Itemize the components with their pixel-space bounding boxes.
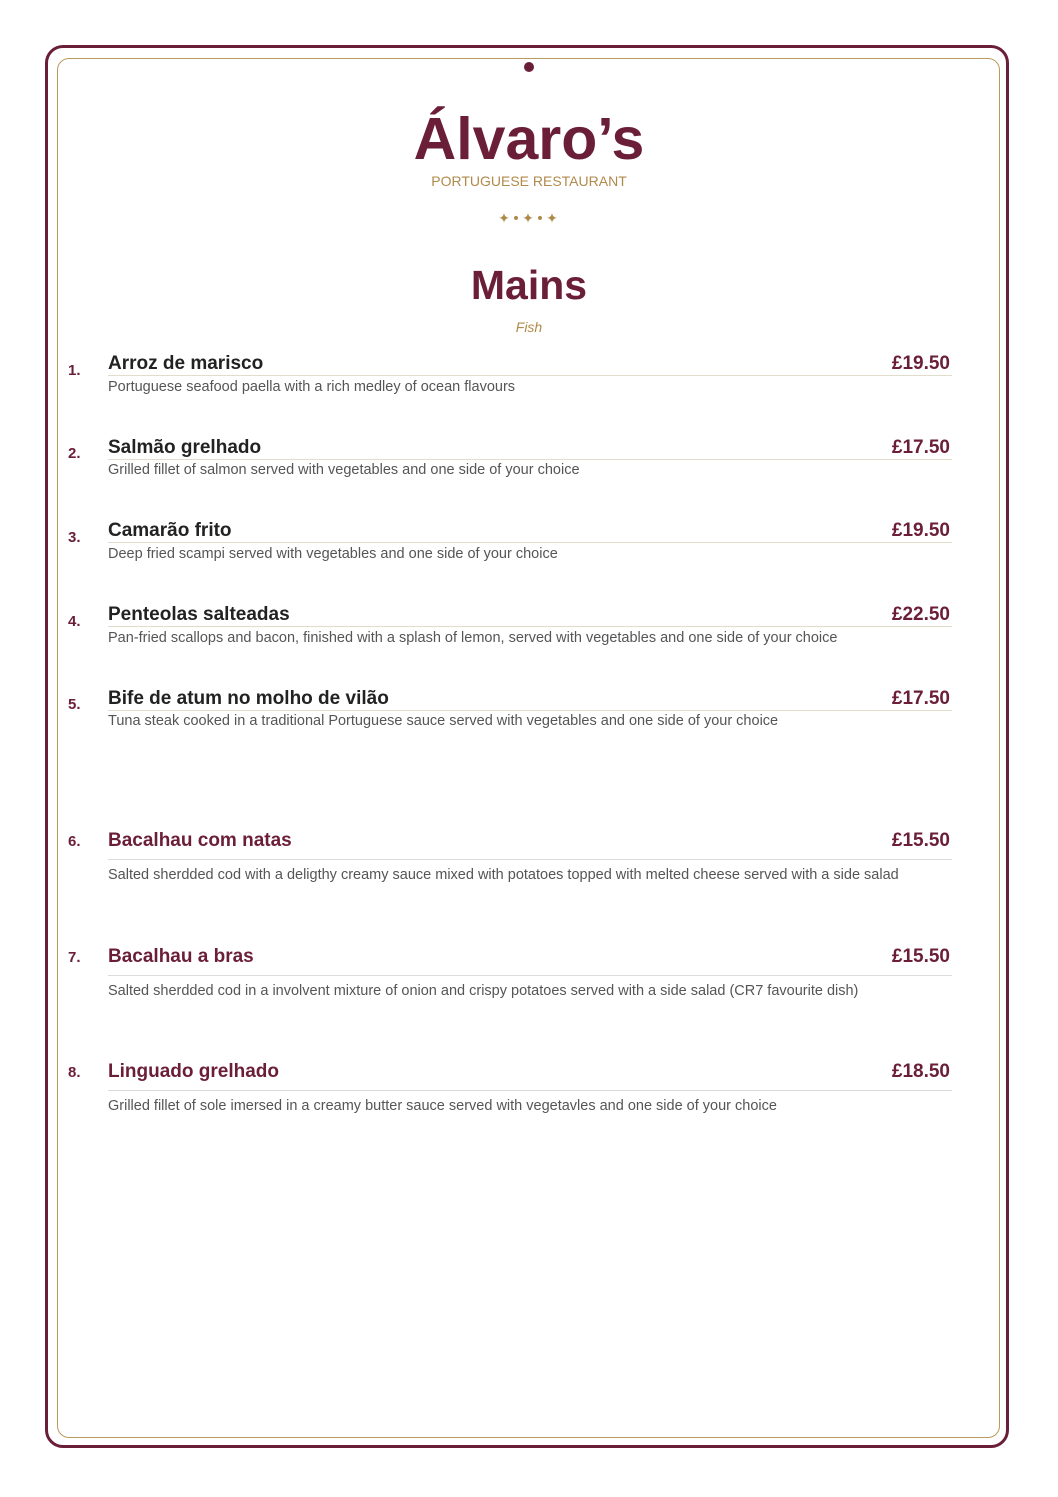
item-description: Deep fried scampi served with vegetables and one side of your choice [108, 546, 558, 562]
item-name: Bacalhau com natas [108, 830, 292, 851]
item-number: 6. [68, 833, 81, 850]
item-description: Grilled fillet of sole imersed in a creamy butter sauce served with vegetavles and one side of your choice [108, 1098, 777, 1114]
item-number: 1. [68, 362, 81, 379]
item-divider [108, 542, 952, 543]
item-description: Pan-fried scallops and bacon, finished with a splash of lemon, served with vegetables and one side of your choice [108, 630, 838, 646]
item-number: 7. [68, 949, 81, 966]
item-divider [108, 375, 952, 376]
item-price: £17.50 [891, 688, 950, 709]
item-number: 2. [68, 445, 81, 462]
section-title: Mains [470, 262, 588, 308]
item-description: Portuguese seafood paella with a rich medley of ocean flavours [108, 379, 516, 395]
ornament-divider: ✦•✦•✦ [498, 211, 560, 227]
item-price: £22.50 [891, 604, 950, 625]
item-divider [108, 1090, 952, 1091]
item-description: Salted sherdded cod in a involvent mixture of onion and crispy potatoes served with a side salad (CR7 favourite dish) [108, 983, 859, 999]
item-name: Camarão frito [108, 520, 232, 541]
item-price: £15.50 [891, 946, 950, 967]
item-price: £17.50 [891, 437, 950, 458]
item-divider [108, 626, 952, 627]
item-price: £15.50 [891, 830, 950, 851]
item-number: 5. [68, 696, 81, 713]
item-price: £19.50 [891, 353, 950, 374]
item-divider [108, 859, 952, 860]
item-number: 3. [68, 529, 81, 546]
item-name: Salmão grelhado [108, 437, 262, 458]
item-name: Linguado grelhado [108, 1061, 279, 1082]
restaurant-subtitle: PORTUGUESE RESTAURANT [431, 173, 627, 189]
restaurant-name: Álvaro’s [413, 106, 645, 172]
item-name: Penteolas salteadas [108, 604, 290, 625]
item-name: Bacalhau a bras [108, 946, 254, 967]
item-description: Salted sherdded cod with a deligthy creamy sauce mixed with potatoes topped with melted cheese served with a side salad [108, 867, 899, 883]
item-name: Arroz de marisco [108, 353, 264, 374]
section-subtitle: Fish [515, 319, 543, 335]
item-price: £18.50 [891, 1061, 950, 1082]
item-description: Grilled fillet of salmon served with vegetables and one side of your choice [108, 462, 580, 478]
decorative-dot [524, 62, 534, 72]
item-name: Bife de atum no molho de vilão [108, 688, 389, 709]
item-number: 4. [68, 613, 81, 630]
item-number: 8. [68, 1064, 81, 1081]
item-description: Tuna steak cooked in a traditional Portuguese sauce served with vegetables and one side of your choice [108, 713, 779, 729]
item-divider [108, 975, 952, 976]
item-price: £19.50 [891, 520, 950, 541]
